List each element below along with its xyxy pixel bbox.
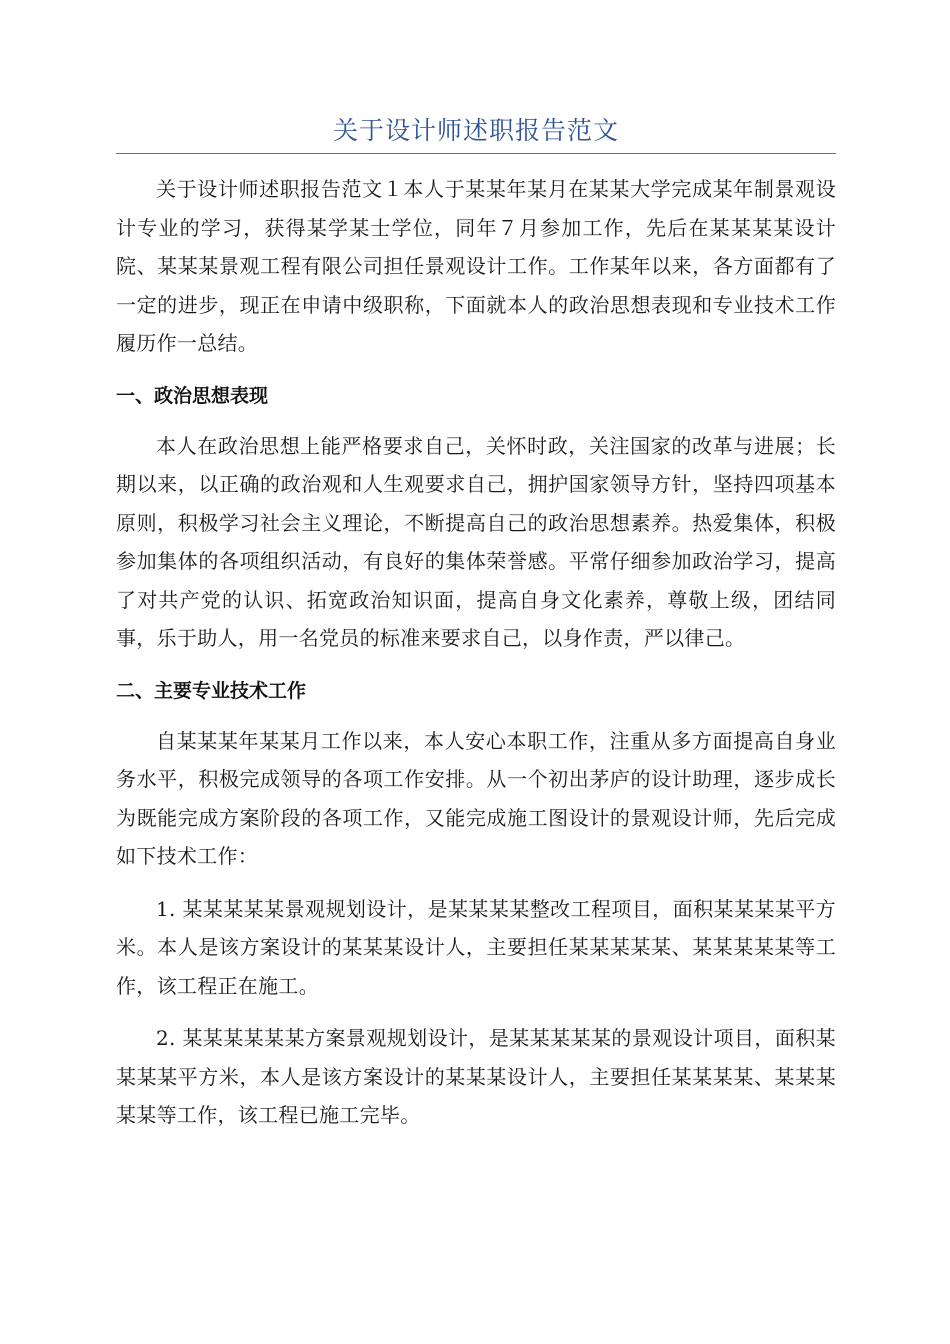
title-underline — [116, 153, 836, 154]
section-heading-technical-work: 二、主要专业技术工作 — [116, 679, 307, 702]
project-item-2: 2. 某某某某某某方案景观规划设计，是某某某某某的景观设计项目，面积某某某某平方米，本人是该方案设计的某某某设计人，主要担任某某某某、某某某某某等工作，该工程已施工完毕。 — [116, 1026, 836, 1127]
project-item-1: 1. 某某某某某景观规划设计，是某某某某整改工程项目，面积某某某某平方米。本人是该方案设计的某某某设计人，主要担任某某某某某、某某某某某等工作，该工程正在施工。 — [116, 896, 836, 998]
intro-paragraph: 关于设计师述职报告范文１本人于某某年某月在某某大学完成某年制景观设计专业的学习，获得某学某士学位，同年７月参加工作，先后在某某某某设计院、某某某景观工程有限公司担任景观设计工作。工作某年以来，各方面都有了一定的进步，现正在申请中级职称，下面就本人的政治思想表现和专业技术工作履历作一总结。 — [116, 177, 836, 355]
section-heading-political: 一、政治思想表现 — [116, 384, 269, 407]
document-page — [116, 110, 836, 1135]
document-title: 关于设计师述职报告范文 — [332, 116, 619, 145]
section-body-technical-work: 自某某某年某某月工作以来，本人安心本职工作，注重从多方面提高自身业务水平，积极完成领导的各项工作安排。从一个初出茅庐的设计助理，逐步成长为既能完成方案阶段的各项工作，又能完成施工图设计的景观设计师，先后完成如下技术工作： — [116, 728, 836, 868]
section-body-political: 本人在政治思想上能严格要求自己，关怀时政，关注国家的改革与进展；长期以来，以正确的政治观和人生观要求自己，拥护国家领导方针，坚持四项基本原则，积极学习社会主义理论，不断提高自己的政治思想素养。热爱集体，积极参加集体的各项组织活动，有良好的集体荣誉感。平常仔细参加政治学习，提高了对共产党的认识、拓宽政治知识面，提高自身文化素养，尊敬上级，团结同事，乐于助人，用一名党员的标准来要求自己，以身作责，严以律己。 — [116, 433, 836, 650]
